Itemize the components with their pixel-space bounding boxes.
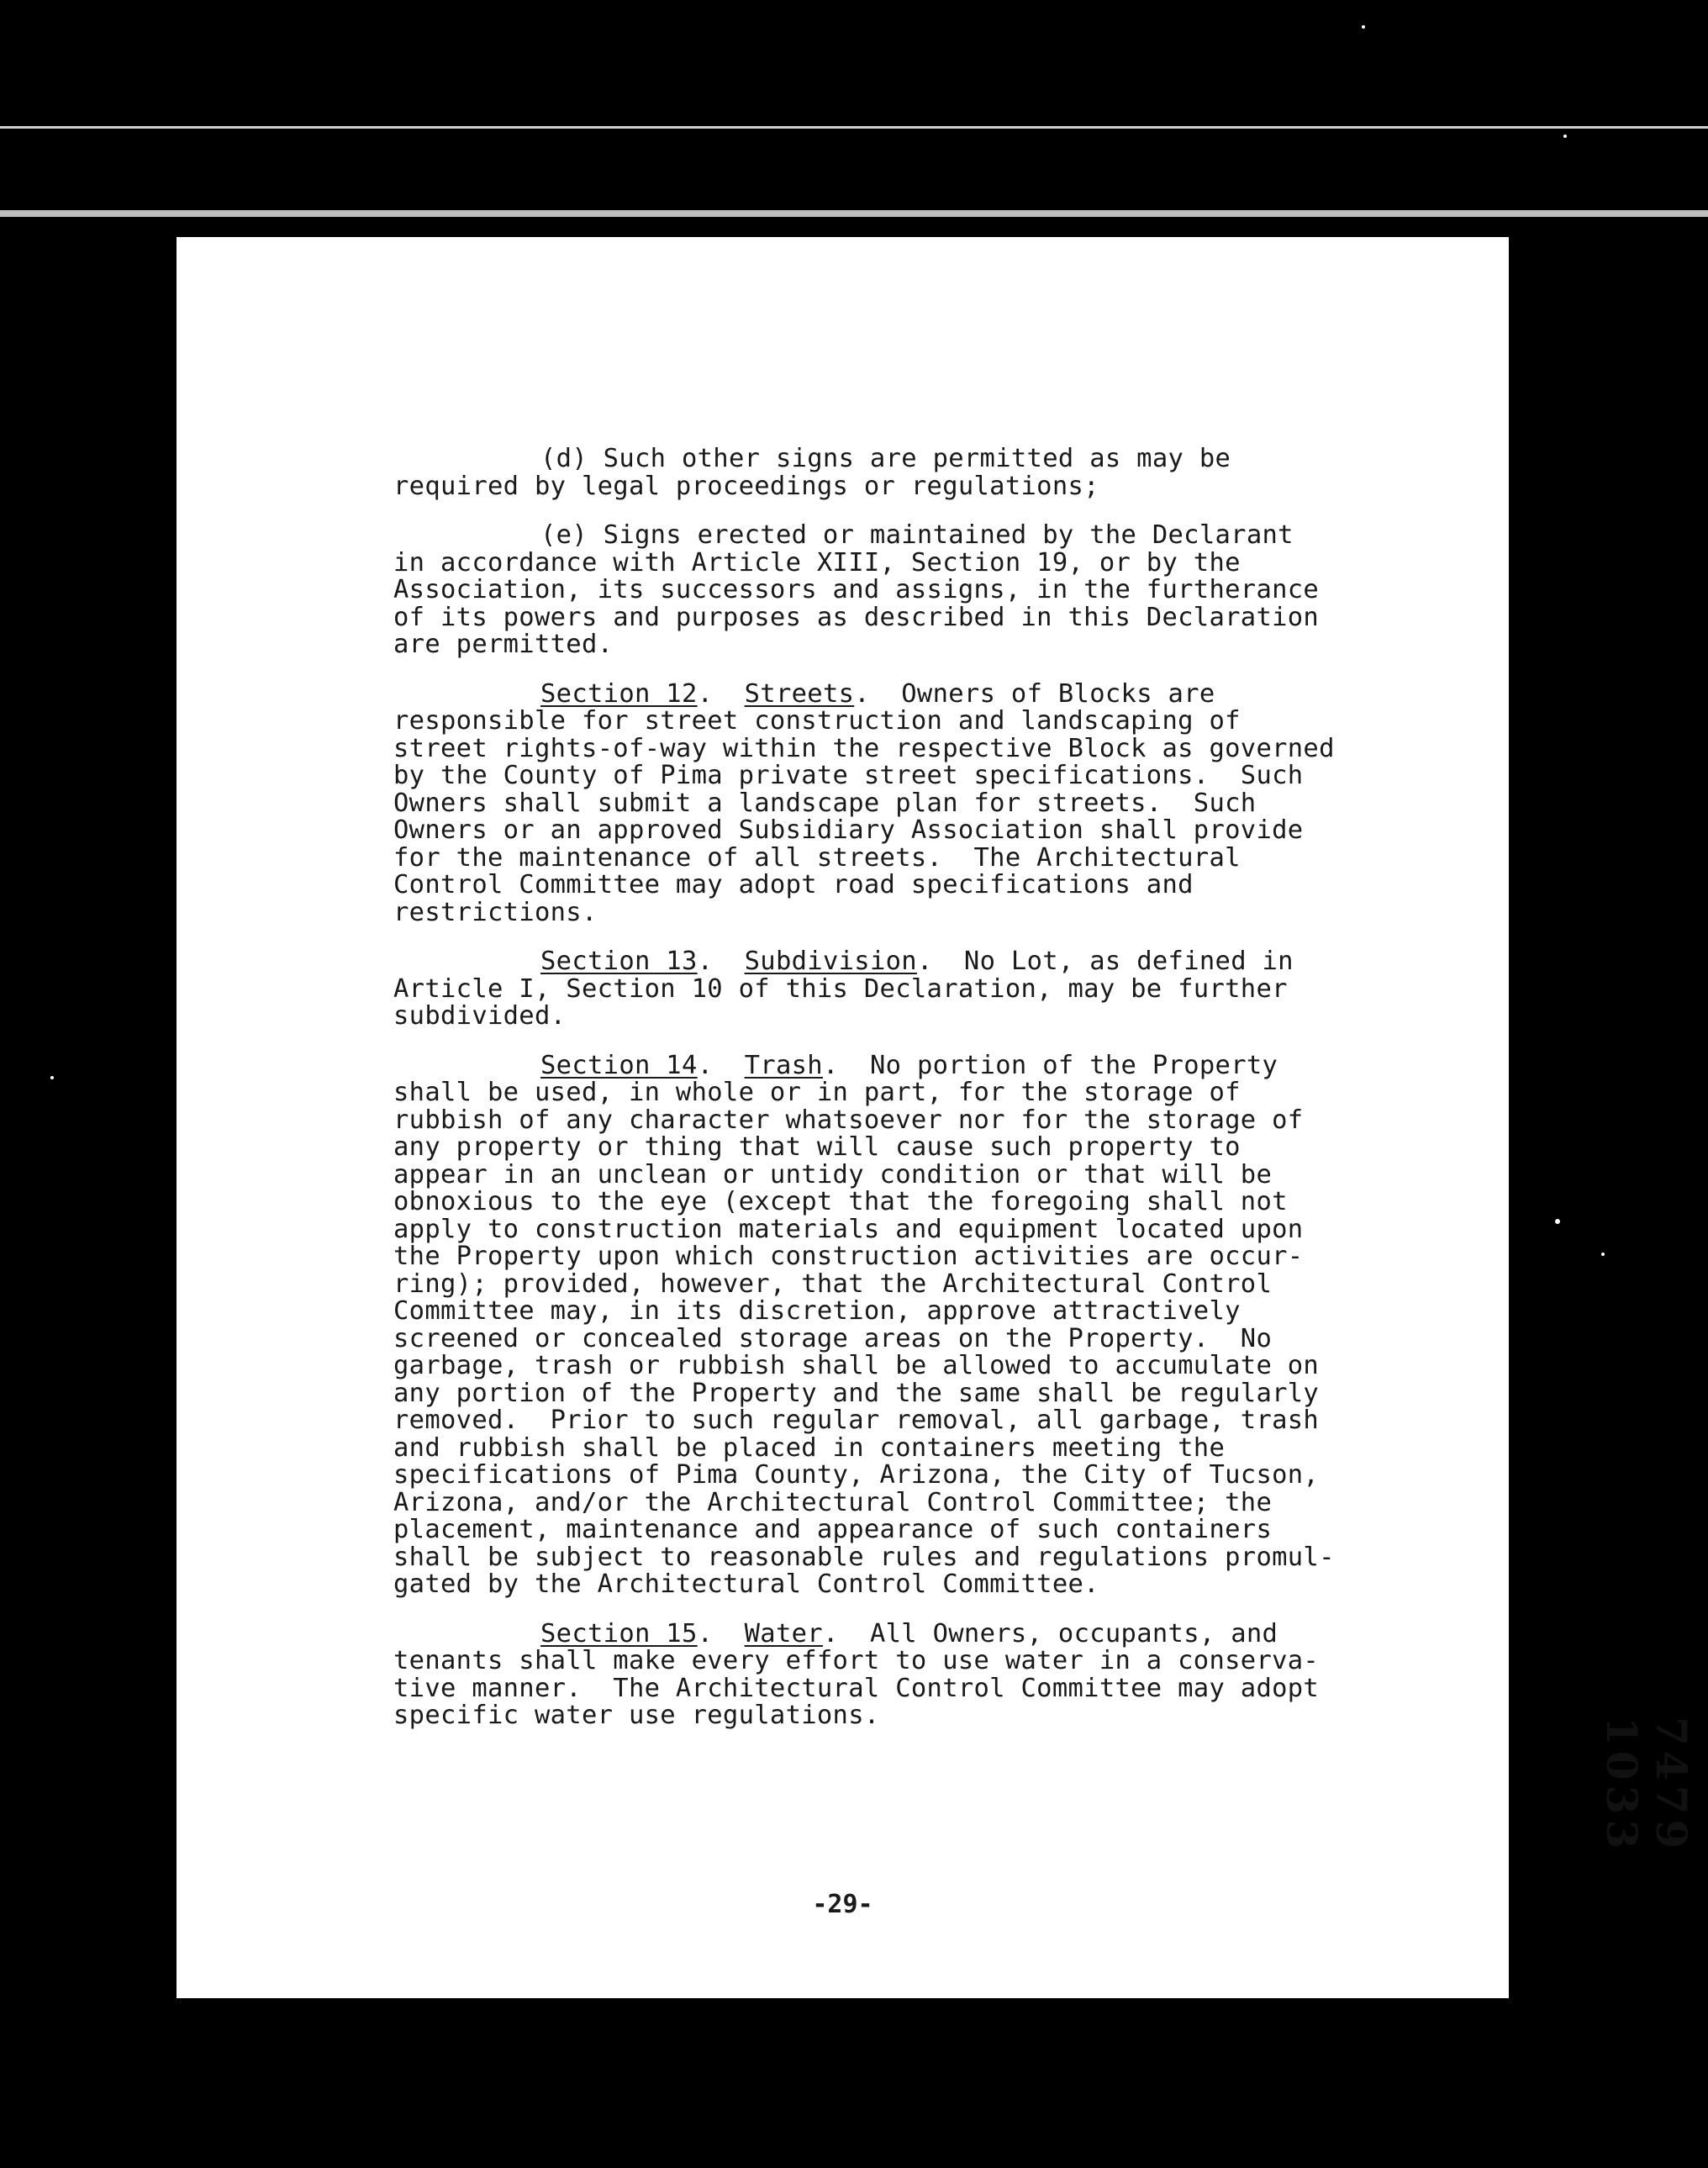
text-line: Arizona, and/or the Architectural Control Committee; the [393, 1487, 1273, 1517]
paragraph [393, 678, 1402, 927]
text-line: tive manner. The Architectural Control Committee may adopt [393, 1673, 1320, 1703]
section-number: Section 13 [540, 947, 698, 976]
text-line: garbage, trash or rubbish shall be allowed to accumulate on [393, 1351, 1320, 1380]
document-page [177, 237, 1696, 1998]
text-line: Section 12. Streets. Owners of Blocks are [540, 678, 1215, 709]
text-line: in accordance with Article XIII, Section 19, or by the [393, 547, 1241, 578]
paragraph [393, 1052, 1402, 1599]
scan-speck [1563, 135, 1567, 138]
text-line: subdivided. [393, 1001, 567, 1031]
text-line: and rubbish shall be placed in containers meeting the [393, 1432, 1226, 1463]
text-line: Section 15. Water. All Owners, occupants, and [540, 1618, 1278, 1648]
text-line: (d) Such other signs are permitted as may be [540, 444, 1231, 473]
paragraph [393, 522, 1402, 659]
text-line: specific water use regulations. [393, 1701, 880, 1730]
scan-edge-band [0, 210, 1708, 217]
scan-speck [50, 1076, 54, 1079]
section-title: Trash [744, 1050, 823, 1080]
text-line: appear in an unclean or untidy condition or that will be [393, 1159, 1273, 1189]
text-line: removed. Prior to such regular removal, all garbage, trash [393, 1406, 1320, 1435]
text-line: tenants shall make every effort to use water in a conserva- [393, 1646, 1320, 1675]
text-line: Committee may, in its discretion, approve attractively [393, 1296, 1241, 1326]
text-line: responsible for street construction and landscaping of [393, 706, 1241, 736]
text-line: required by legal proceedings or regulations; [393, 471, 1099, 501]
text-line: obnoxious to the eye (except that the foregoing shall not [393, 1187, 1288, 1216]
text-line: Owners or an approved Subsidiary Association shall provide [393, 815, 1304, 845]
text-line: any property or thing that will cause such property to [393, 1132, 1241, 1162]
text-line: for the maintenance of all streets. The Architectural [393, 842, 1241, 873]
text-line: (e) Signs erected or maintained by the Declarant [540, 520, 1294, 550]
paragraph [393, 446, 1402, 500]
text-line: specifications of Pima County, Arizona, the City of Tucson, [393, 1460, 1320, 1490]
text-line: ring); provided, however, that the Architectural Control [393, 1269, 1273, 1299]
scan-speck [1362, 25, 1365, 29]
section-title: Streets [744, 678, 855, 709]
text-line: Section 14. Trash. No portion of the Property [540, 1050, 1278, 1080]
text-line: shall be used, in whole or in part, for the storage of [393, 1078, 1241, 1107]
text-line: shall be subject to reasonable rules and regulations promul- [393, 1542, 1335, 1572]
scan-speck [1601, 1253, 1605, 1256]
text-line: Control Committee may adopt road specifications and [393, 870, 1194, 899]
section-title: Subdivision [744, 947, 917, 976]
text-line: restrictions. [393, 897, 598, 927]
text-line: Article I, Section 10 of this Declaration, may be further [393, 973, 1288, 1004]
text-line: street rights-of-way within the respective Block as governed [393, 733, 1335, 763]
recording-stamp: 7479 1033 [1597, 1717, 1696, 1854]
paragraph [393, 948, 1402, 1031]
section-number: Section 15 [540, 1618, 698, 1648]
text-line: the Property upon which construction activities are occur- [393, 1242, 1304, 1271]
section-title: Water [744, 1618, 823, 1648]
text-line: gated by the Architectural Control Committee. [393, 1569, 1099, 1599]
document-body [393, 446, 1402, 1752]
scan-edge-line [0, 126, 1708, 129]
text-line: are permitted. [393, 630, 614, 659]
page-number: -29- [812, 1890, 873, 1919]
text-line: Section 13. Subdivision. No Lot, as defined in [540, 947, 1294, 976]
text-line: screened or concealed storage areas on the Property. No [393, 1323, 1273, 1353]
paragraph [393, 1618, 1402, 1730]
text-line: any portion of the Property and the same shall be regularly [393, 1378, 1320, 1408]
scan-speck [1555, 1219, 1560, 1224]
text-line: Association, its successors and assigns, in the furtherance [393, 575, 1320, 604]
section-number: Section 12 [540, 678, 698, 709]
text-line: Owners shall submit a landscape plan for streets. Such [393, 788, 1257, 818]
text-line: placement, maintenance and appearance of such containers [393, 1515, 1273, 1544]
text-line: of its powers and purposes as described in this Declaration [393, 602, 1320, 632]
text-line: rubbish of any character whatsoever nor for the storage of [393, 1105, 1304, 1135]
text-line: by the County of Pima private street specifications. Such [393, 761, 1304, 790]
text-line: apply to construction materials and equipment located upon [393, 1214, 1304, 1244]
section-number: Section 14 [540, 1050, 698, 1080]
